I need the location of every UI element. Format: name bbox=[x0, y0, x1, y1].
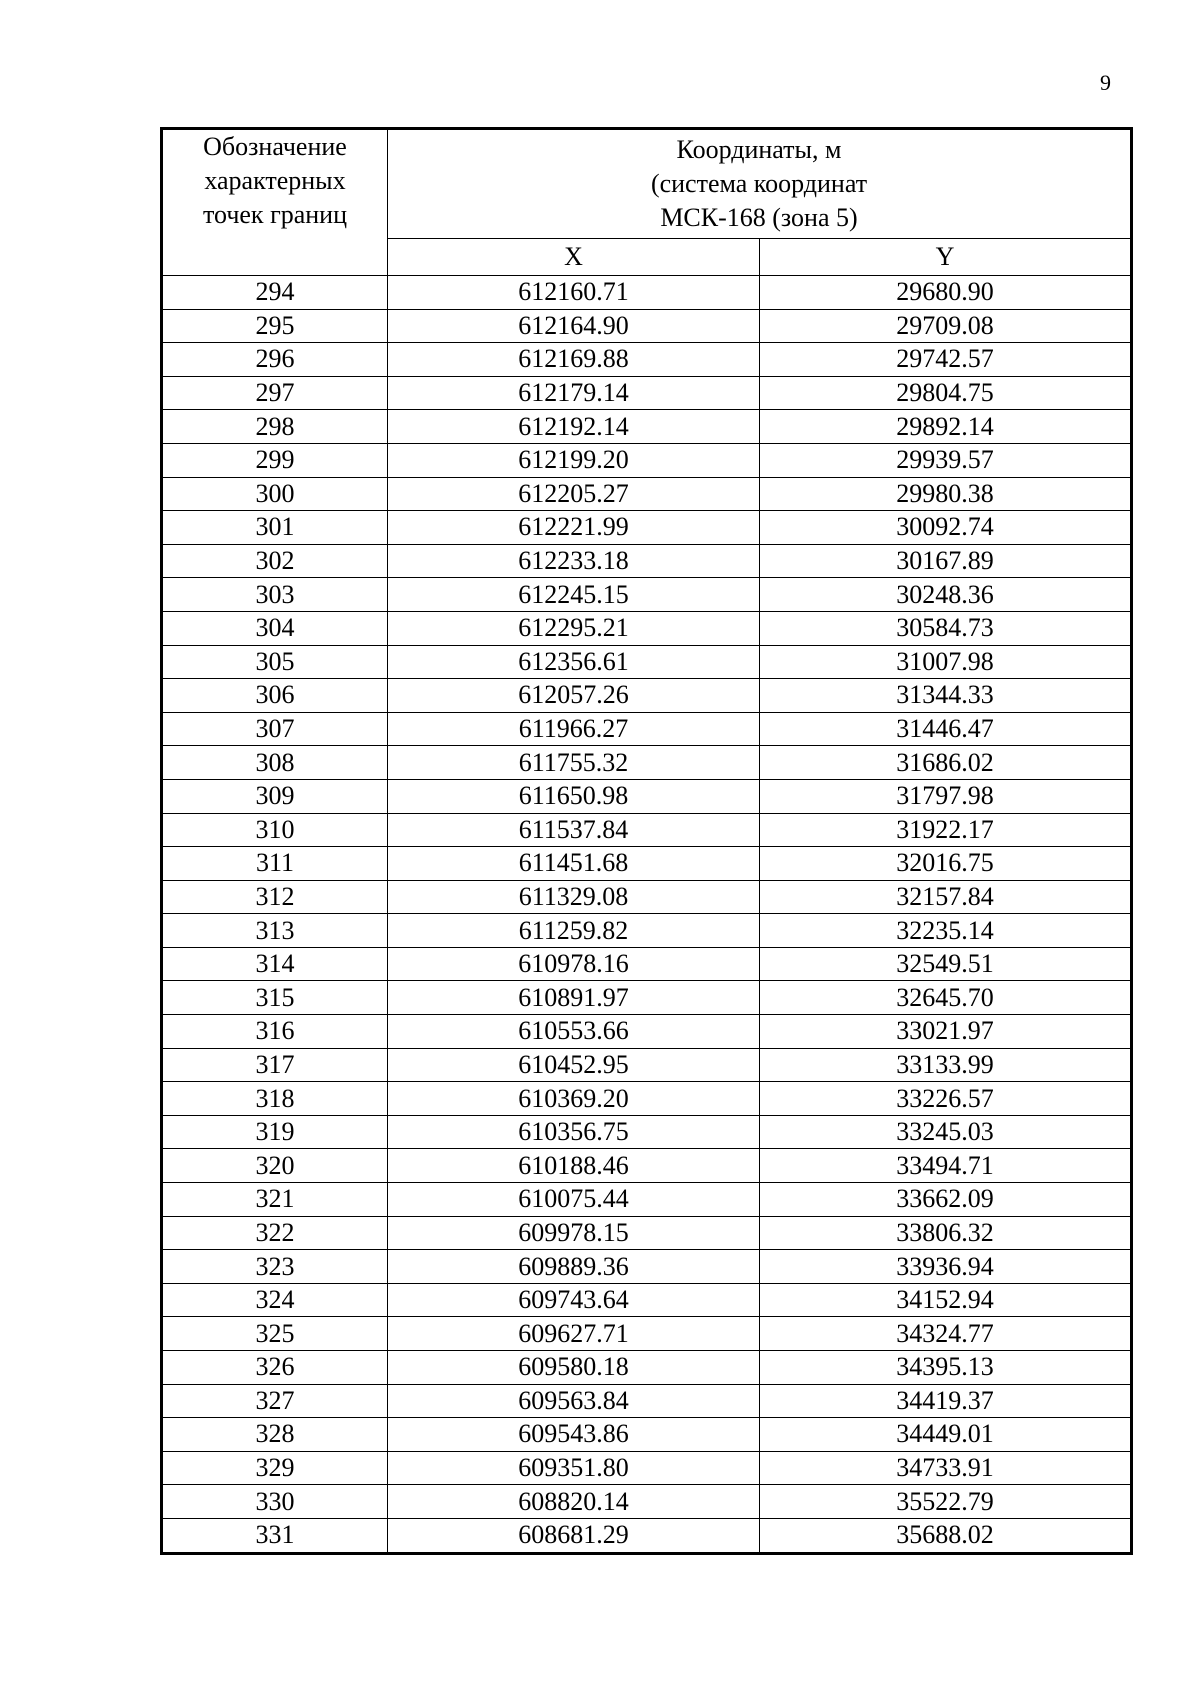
x-cell: 612192.14 bbox=[388, 410, 760, 444]
table-row bbox=[162, 309, 1132, 343]
point-cell: 306 bbox=[162, 679, 388, 713]
point-cell: 330 bbox=[162, 1485, 388, 1519]
y-cell: 33806.32 bbox=[760, 1216, 1132, 1250]
x-cell: 610075.44 bbox=[388, 1183, 760, 1217]
y-cell: 33494.71 bbox=[760, 1149, 1132, 1183]
point-cell: 299 bbox=[162, 443, 388, 477]
y-cell: 30248.36 bbox=[760, 578, 1132, 612]
x-cell: 608681.29 bbox=[388, 1518, 760, 1553]
table-row bbox=[162, 511, 1132, 545]
table-row bbox=[162, 343, 1132, 377]
point-cell: 304 bbox=[162, 611, 388, 645]
table-row bbox=[162, 1216, 1132, 1250]
y-cell: 35688.02 bbox=[760, 1518, 1132, 1553]
table-row bbox=[162, 1015, 1132, 1049]
table-row bbox=[162, 443, 1132, 477]
point-cell: 320 bbox=[162, 1149, 388, 1183]
x-cell: 612164.90 bbox=[388, 309, 760, 343]
y-cell: 32157.84 bbox=[760, 880, 1132, 914]
table-row bbox=[162, 914, 1132, 948]
x-cell: 611755.32 bbox=[388, 746, 760, 780]
point-cell: 302 bbox=[162, 544, 388, 578]
x-cell: 612356.61 bbox=[388, 645, 760, 679]
y-cell: 30167.89 bbox=[760, 544, 1132, 578]
point-cell: 317 bbox=[162, 1048, 388, 1082]
table-row bbox=[162, 410, 1132, 444]
x-cell: 609351.80 bbox=[388, 1451, 760, 1485]
table-row bbox=[162, 1183, 1132, 1217]
x-cell: 609889.36 bbox=[388, 1250, 760, 1284]
coordinates-table bbox=[160, 127, 1133, 1555]
x-cell: 610188.46 bbox=[388, 1149, 760, 1183]
point-cell: 311 bbox=[162, 847, 388, 881]
x-cell: 612160.71 bbox=[388, 276, 760, 310]
y-cell: 35522.79 bbox=[760, 1485, 1132, 1519]
x-cell: 612179.14 bbox=[388, 376, 760, 410]
point-cell: 327 bbox=[162, 1384, 388, 1418]
table-row bbox=[162, 1451, 1132, 1485]
y-cell: 29804.75 bbox=[760, 376, 1132, 410]
x-cell: 611451.68 bbox=[388, 847, 760, 881]
x-cell: 610891.97 bbox=[388, 981, 760, 1015]
y-cell: 33245.03 bbox=[760, 1115, 1132, 1149]
table-row bbox=[162, 1485, 1132, 1519]
y-cell: 31344.33 bbox=[760, 679, 1132, 713]
point-cell: 324 bbox=[162, 1283, 388, 1317]
table-row bbox=[162, 1048, 1132, 1082]
table-row bbox=[162, 880, 1132, 914]
table-row bbox=[162, 1351, 1132, 1385]
header-y: Y bbox=[760, 239, 1132, 276]
y-cell: 33662.09 bbox=[760, 1183, 1132, 1217]
point-cell: 300 bbox=[162, 477, 388, 511]
table-row bbox=[162, 947, 1132, 981]
x-cell: 612245.15 bbox=[388, 578, 760, 612]
header-coordinates: Координаты, м (система координат МСК-168 (зона 5) bbox=[388, 129, 1132, 239]
y-cell: 30584.73 bbox=[760, 611, 1132, 645]
table-row bbox=[162, 611, 1132, 645]
y-cell: 34449.01 bbox=[760, 1418, 1132, 1452]
y-cell: 31446.47 bbox=[760, 712, 1132, 746]
table-row bbox=[162, 645, 1132, 679]
point-cell: 326 bbox=[162, 1351, 388, 1385]
table-row bbox=[162, 477, 1132, 511]
x-cell: 610978.16 bbox=[388, 947, 760, 981]
point-cell: 297 bbox=[162, 376, 388, 410]
table-row bbox=[162, 779, 1132, 813]
point-cell: 323 bbox=[162, 1250, 388, 1284]
point-cell: 325 bbox=[162, 1317, 388, 1351]
x-cell: 611966.27 bbox=[388, 712, 760, 746]
point-cell: 307 bbox=[162, 712, 388, 746]
y-cell: 32549.51 bbox=[760, 947, 1132, 981]
y-cell: 31007.98 bbox=[760, 645, 1132, 679]
table-row bbox=[162, 376, 1132, 410]
y-cell: 29709.08 bbox=[760, 309, 1132, 343]
x-cell: 609563.84 bbox=[388, 1384, 760, 1418]
point-cell: 296 bbox=[162, 343, 388, 377]
point-cell: 322 bbox=[162, 1216, 388, 1250]
table-row bbox=[162, 1518, 1132, 1553]
table-row bbox=[162, 1418, 1132, 1452]
x-cell: 612205.27 bbox=[388, 477, 760, 511]
table-row bbox=[162, 847, 1132, 881]
x-cell: 611537.84 bbox=[388, 813, 760, 847]
y-cell: 29680.90 bbox=[760, 276, 1132, 310]
y-cell: 34152.94 bbox=[760, 1283, 1132, 1317]
y-cell: 33226.57 bbox=[760, 1082, 1132, 1116]
x-cell: 611650.98 bbox=[388, 779, 760, 813]
point-cell: 318 bbox=[162, 1082, 388, 1116]
x-cell: 610452.95 bbox=[388, 1048, 760, 1082]
point-cell: 329 bbox=[162, 1451, 388, 1485]
x-cell: 611329.08 bbox=[388, 880, 760, 914]
x-cell: 609627.71 bbox=[388, 1317, 760, 1351]
y-cell: 34324.77 bbox=[760, 1317, 1132, 1351]
y-cell: 32016.75 bbox=[760, 847, 1132, 881]
point-cell: 316 bbox=[162, 1015, 388, 1049]
y-cell: 32645.70 bbox=[760, 981, 1132, 1015]
point-cell: 305 bbox=[162, 645, 388, 679]
y-cell: 30092.74 bbox=[760, 511, 1132, 545]
y-cell: 32235.14 bbox=[760, 914, 1132, 948]
x-cell: 610369.20 bbox=[388, 1082, 760, 1116]
page-number: 9 bbox=[1100, 70, 1111, 95]
y-cell: 29980.38 bbox=[760, 477, 1132, 511]
x-cell: 612295.21 bbox=[388, 611, 760, 645]
y-cell: 31686.02 bbox=[760, 746, 1132, 780]
x-cell: 609978.15 bbox=[388, 1216, 760, 1250]
table-row bbox=[162, 746, 1132, 780]
y-cell: 33021.97 bbox=[760, 1015, 1132, 1049]
table-row bbox=[162, 679, 1132, 713]
x-cell: 612221.99 bbox=[388, 511, 760, 545]
y-cell: 31922.17 bbox=[760, 813, 1132, 847]
point-cell: 295 bbox=[162, 309, 388, 343]
y-cell: 31797.98 bbox=[760, 779, 1132, 813]
y-cell: 34733.91 bbox=[760, 1451, 1132, 1485]
point-cell: 301 bbox=[162, 511, 388, 545]
point-cell: 294 bbox=[162, 276, 388, 310]
table-row bbox=[162, 1082, 1132, 1116]
table-row bbox=[162, 813, 1132, 847]
point-cell: 331 bbox=[162, 1518, 388, 1553]
table-header-row bbox=[162, 129, 1132, 239]
header-points: Обозначение характерных точек границ bbox=[162, 129, 388, 276]
point-cell: 314 bbox=[162, 947, 388, 981]
table-row bbox=[162, 1115, 1132, 1149]
x-cell: 609543.86 bbox=[388, 1418, 760, 1452]
table-row bbox=[162, 1149, 1132, 1183]
y-cell: 29939.57 bbox=[760, 443, 1132, 477]
point-cell: 321 bbox=[162, 1183, 388, 1217]
y-cell: 34395.13 bbox=[760, 1351, 1132, 1385]
point-cell: 328 bbox=[162, 1418, 388, 1452]
point-cell: 312 bbox=[162, 880, 388, 914]
y-cell: 29742.57 bbox=[760, 343, 1132, 377]
x-cell: 611259.82 bbox=[388, 914, 760, 948]
table-row bbox=[162, 1384, 1132, 1418]
point-cell: 309 bbox=[162, 779, 388, 813]
x-cell: 610553.66 bbox=[388, 1015, 760, 1049]
x-cell: 610356.75 bbox=[388, 1115, 760, 1149]
table-row bbox=[162, 1250, 1132, 1284]
point-cell: 315 bbox=[162, 981, 388, 1015]
point-cell: 310 bbox=[162, 813, 388, 847]
table-row bbox=[162, 1283, 1132, 1317]
x-cell: 609743.64 bbox=[388, 1283, 760, 1317]
point-cell: 308 bbox=[162, 746, 388, 780]
table-row bbox=[162, 1317, 1132, 1351]
table-row bbox=[162, 544, 1132, 578]
x-cell: 609580.18 bbox=[388, 1351, 760, 1385]
table-row bbox=[162, 712, 1132, 746]
x-cell: 612169.88 bbox=[388, 343, 760, 377]
y-cell: 33936.94 bbox=[760, 1250, 1132, 1284]
table-row bbox=[162, 981, 1132, 1015]
table-row bbox=[162, 276, 1132, 310]
y-cell: 33133.99 bbox=[760, 1048, 1132, 1082]
header-x: X bbox=[388, 239, 760, 276]
point-cell: 313 bbox=[162, 914, 388, 948]
table-row bbox=[162, 578, 1132, 612]
x-cell: 612057.26 bbox=[388, 679, 760, 713]
table-body bbox=[162, 276, 1132, 1554]
y-cell: 34419.37 bbox=[760, 1384, 1132, 1418]
x-cell: 612233.18 bbox=[388, 544, 760, 578]
point-cell: 298 bbox=[162, 410, 388, 444]
x-cell: 612199.20 bbox=[388, 443, 760, 477]
point-cell: 319 bbox=[162, 1115, 388, 1149]
y-cell: 29892.14 bbox=[760, 410, 1132, 444]
x-cell: 608820.14 bbox=[388, 1485, 760, 1519]
point-cell: 303 bbox=[162, 578, 388, 612]
